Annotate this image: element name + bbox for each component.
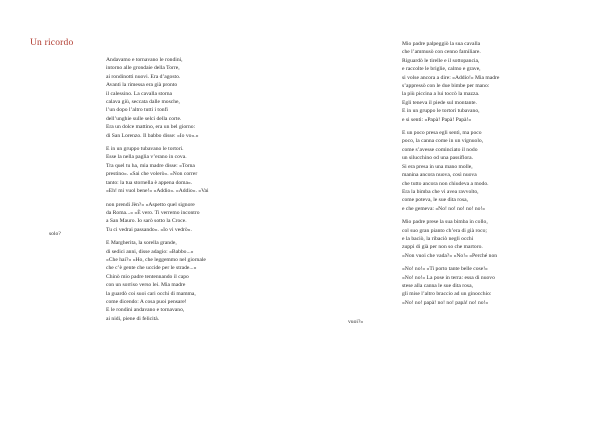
poem-line: e raccolte le briglie, calmo e grave, bbox=[402, 66, 481, 73]
poem-line: Riguardò le tirelle e il sottopancia, bbox=[402, 57, 480, 64]
right-poem-text bbox=[402, 40, 499, 312]
stanza bbox=[402, 129, 499, 213]
poem-line: Egli teneva il piede sul montante. bbox=[402, 99, 477, 106]
poem-line: l’un dopo l’altro tutti i tonfi bbox=[106, 107, 168, 114]
poem-line: Era un dolce mattino, era un bel giorno: bbox=[106, 124, 196, 131]
poem-line: di San Lorenzo. Il babbo disse: «Io vo».« bbox=[106, 132, 199, 139]
poem-line: calava giù, seccata dalle mosche, bbox=[106, 99, 180, 106]
poem-line: e si sentì: «Papà! Papà! Papà!» bbox=[402, 116, 472, 123]
poem-line: Tra quel tu ha, mia madre disse: «Torna bbox=[106, 162, 195, 169]
poem-line: E Margherita, la sorella grande, bbox=[106, 240, 177, 247]
poem-line: che c’è gente che uccide per le strade...» bbox=[106, 265, 197, 272]
poem-line: un silucchino od una passiflora. bbox=[402, 155, 473, 162]
poem-line: come dicendo: A cosa puoi pensare! bbox=[106, 298, 187, 305]
poem-line: la più piccina a lui toccò la mazza. bbox=[402, 91, 480, 98]
poem-title: Un ricordo bbox=[30, 38, 74, 48]
margin-note-right: vuoi?» bbox=[348, 319, 364, 325]
stanza bbox=[106, 201, 209, 235]
poem-line: E un poco presa egli sentì, ma poco bbox=[402, 130, 482, 137]
poem-line: con un sorriso verso lei. Mia madre bbox=[106, 282, 186, 289]
poem-line: tanto: la tua stornella è appena doma». bbox=[106, 179, 193, 186]
poem-line: e che gemeva: «No! no! no! no! no!» bbox=[402, 205, 486, 212]
poem-line: a San Mauro. Io sarò sotto la Croce. bbox=[106, 218, 187, 225]
poem-line: come s’avesse cominciato il nodo bbox=[402, 146, 478, 153]
poem-line: «No! no! papà! no! no! papà! no! no!» bbox=[402, 299, 489, 306]
poem-line: «Eh! mi vuol bene!» «Addio». «Addio». «Vai bbox=[106, 188, 209, 195]
poem-line: zuppi di già per non so che martoro. bbox=[402, 244, 483, 251]
poem-line: Andavamo e tornavano le rondini, bbox=[106, 57, 183, 63]
poem-line: Chinò mio padre tentennando il capo bbox=[106, 273, 189, 280]
stanza bbox=[106, 239, 209, 323]
poem-line: Mio padre palpeggiò la sua cavalla bbox=[402, 41, 481, 47]
poem-line: ai nidi, piene di felicità. bbox=[106, 315, 160, 322]
poem-line: E in un gruppo tubavano le tortori. bbox=[106, 146, 184, 153]
left-poem-text bbox=[106, 56, 209, 328]
poem-line: «No! no!» «Ti porto tante belle cose!» bbox=[402, 266, 488, 273]
poem-line: da Roma...» «È vero. Ti verremo incontro bbox=[106, 209, 200, 216]
poem-line: la guardò coi suoi cari occhi di mamma, bbox=[106, 290, 196, 297]
stanza bbox=[106, 145, 209, 195]
poem-line: E le rondini andavano e tornavano, bbox=[106, 307, 185, 314]
stanza bbox=[402, 265, 499, 307]
margin-note-left: solo? bbox=[49, 231, 61, 237]
poem-line: prestino». «Sai che volerò». «Non correr bbox=[106, 171, 198, 178]
stanza bbox=[402, 40, 499, 124]
poem-line: come poteva, le sue dita rosa, bbox=[402, 197, 469, 204]
poem-line: Si era presa in una mano molle, bbox=[402, 163, 473, 170]
poem-line: stese alla canna le sue dita rosa, bbox=[402, 282, 473, 289]
poem-line: «Che hai?» «Ho, che leggemmo nel giornale bbox=[106, 256, 206, 263]
poem-line: Esse la nella paglia v’erano in cova. bbox=[106, 154, 187, 161]
poem-line: e la baciò, la ribaciò negli occhi bbox=[402, 235, 474, 242]
poem-line: Tu ci vedrai passando». «Io vi vedrò». bbox=[106, 226, 192, 233]
right-page bbox=[300, 0, 600, 424]
poem-line: non prendi Jèn?» «Aspetto quel signore bbox=[106, 201, 195, 208]
poem-line: Era la bimba che vi avea ravvolto, bbox=[402, 188, 479, 195]
poem-line: E in un gruppo le tortori tubavano, bbox=[402, 108, 480, 115]
stanza bbox=[106, 56, 209, 140]
poem-line: dell’unghie sulle selci della corte. bbox=[106, 115, 182, 122]
stanza bbox=[402, 218, 499, 260]
poem-line: manina ancora nuova, così nuova bbox=[402, 172, 477, 179]
poem-line: il calessino. La cavalla storna bbox=[106, 90, 173, 97]
poem-line: che l’ammusò con cenno familiare. bbox=[402, 49, 481, 56]
poem-line: intorno alle grondaie della Torre, bbox=[106, 65, 180, 72]
poem-line: s’appressò con le due bimbe per mano: bbox=[402, 83, 490, 90]
poem-line: gli mise l’altro braccio ad un ginocchio: bbox=[402, 291, 492, 298]
poem-line: poco, la canna come in un vignuolo, bbox=[402, 138, 484, 145]
poem-line: «No! no!» La pose in terra: essa di nuovo bbox=[402, 274, 495, 281]
poem-line: ai rondinotti nuovi. Era d’agosto. bbox=[106, 73, 181, 80]
poem-line: di sedici anni, disse adagio: «Babbo...» bbox=[106, 248, 194, 255]
poem-line: che tutto ancora non chiudeva a modo. bbox=[402, 180, 489, 187]
poem-line: col suo gran pianto ch’era di già roco; bbox=[402, 227, 487, 234]
poem-line: «Non vuoi che vada?» «No!» «Perché non bbox=[402, 252, 498, 259]
poem-line: si volse ancora a dire: «Addio!» Mia madre bbox=[402, 74, 500, 81]
poem-line: Avanti la rimessa era già pronto bbox=[106, 82, 178, 89]
poem-line: Mio padre prese la sua bimba in collo, bbox=[402, 219, 488, 226]
